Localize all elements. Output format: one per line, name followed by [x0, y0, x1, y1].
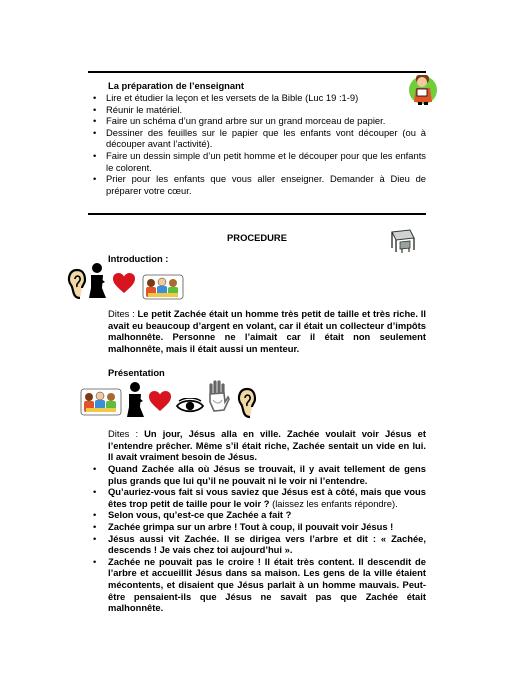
- heart-icon: [148, 390, 172, 412]
- preparation-list: [92, 92, 426, 196]
- school-desk-icon: [388, 228, 418, 254]
- list-item: • Selon vous, qu’est-ce que Zachée a fait ?: [92, 509, 426, 521]
- middle-rule: [88, 213, 426, 215]
- list-item: • Jésus aussi vit Zachée. Il se dirigea vers l’arbre et dit : « Zachée, descends ! Je vais chez toi aujourd’hui ».: [92, 533, 426, 556]
- introduction-text: Dites : Le petit Zachée était un homme très petit de taille et très riche. Il avait eu beaucoup d’argent en volant, car il était un collecteur d’impôts malhonnête. Personne ne l’aimait car il était non seulement malhonnête, mais il était aussi un menteur.: [108, 308, 426, 354]
- list-item: • Faire un dessin simple d’un petit homme et le découper pour que les enfants le colorent.: [92, 150, 426, 173]
- list-item: • Zachée ne pouvait pas le croire ! Il était très content. Il descendit de l’arbre et accueillit Jésus dans sa maison. Les gens de la ville étaient mécontents, et disaient que Jésus parlait à un homme mauvais. Peut-être pensaient-ils que Jésus ne savait pas que Zachée était malhonnête.: [92, 556, 426, 614]
- hand-icon: [206, 380, 230, 414]
- preparation-title: La préparation de l’enseignant: [108, 80, 244, 91]
- list-item: • Qu’auriez-vous fait si vous saviez que Jésus est à côté, mais que vous êtes trop petit de taille pour le voir ? (laissez les enfants répondre).: [92, 486, 426, 509]
- list-item: • Quand Zachée alla où Jésus se trouvait, il y avait tellement de gens plus grands que lui qu’il ne pouvait ni le voir ni l’entendre.: [92, 463, 426, 486]
- list-item: • Faire un schéma d’un grand arbre sur un grand morceau de papier.: [92, 115, 426, 127]
- praying-person-icon: [86, 262, 108, 300]
- ear-icon: [66, 267, 86, 301]
- presentation-list: [92, 463, 426, 614]
- eye-icon: [176, 398, 204, 414]
- children-group-icon: [80, 388, 122, 416]
- top-rule: [88, 71, 426, 73]
- presentation-text: Dites : Un jour, Jésus alla en ville. Zachée voulait voir Jésus et l’entendre prêcher. Même s’il était riche, Zachée sentait un vide en lui. Il avait vraiment besoin de Jésus.: [108, 428, 426, 463]
- procedure-title: PROCEDURE: [227, 232, 287, 243]
- heart-icon: [112, 272, 136, 294]
- list-item: • Lire et étudier la leçon et les versets de la Bible (Luc 19 :1-9): [92, 92, 426, 104]
- list-item: • Zachée grimpa sur un arbre ! Tout à coup, il pouvait voir Jésus !: [92, 521, 426, 533]
- introduction-title: Introduction :: [108, 253, 169, 264]
- presentation-title: Présentation: [108, 367, 165, 378]
- children-group-icon: [142, 274, 184, 300]
- ear-icon: [236, 386, 256, 420]
- praying-person-icon: [124, 381, 146, 419]
- list-item: • Dessiner des feuilles sur le papier que les enfants vont découper (ou à découper avant l’activité).: [92, 127, 426, 150]
- list-item: • Prier pour les enfants que vous aller enseigner. Demander à Dieu de préparer votre cœur.: [92, 173, 426, 196]
- list-item: • Réunir le matériel.: [92, 104, 426, 116]
